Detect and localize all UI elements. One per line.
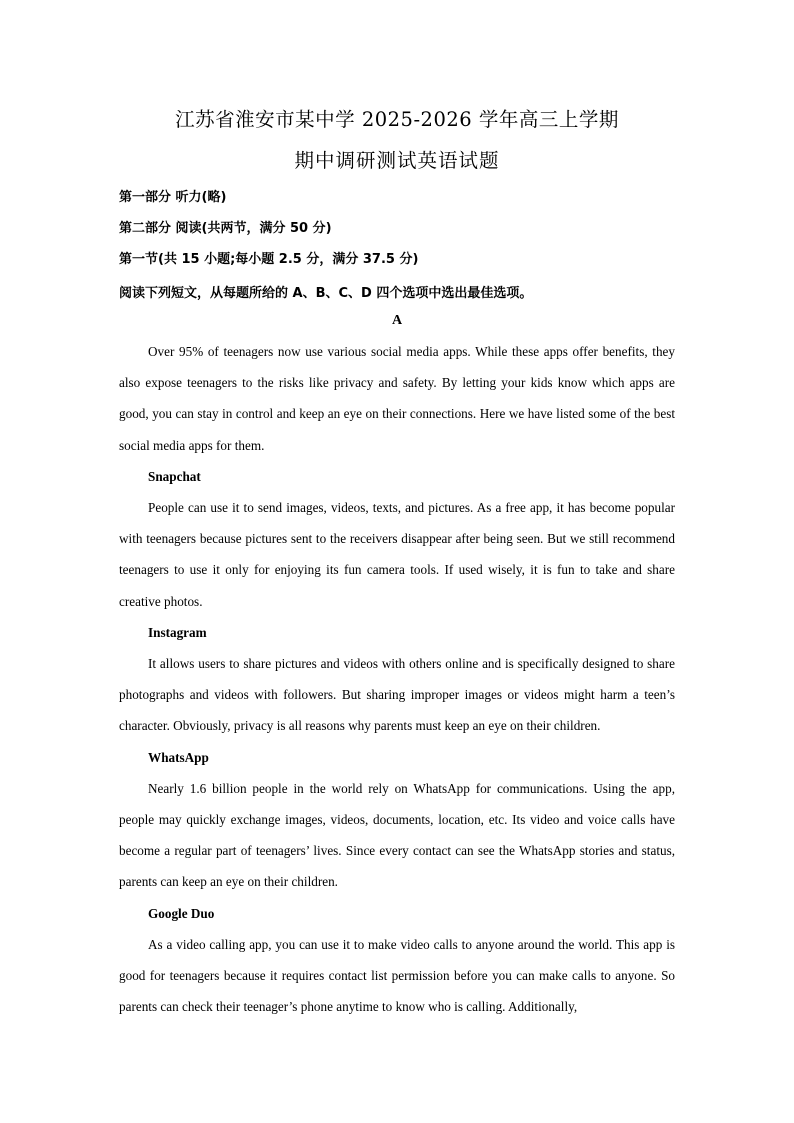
section1-heading: 第一节(共 15 小题;每小题 2.5 分，满分 37.5 分) xyxy=(119,252,419,267)
passage-intro: Over 95% of teenagers now use various social media apps. While these apps offer benefits, they also expose teenagers to the risks like privacy and safety. By letting your kids know which apps are good, you can stay in control and keep an eye on their connections. Here we have listed some of the best social media apps for them. xyxy=(119,344,675,453)
app-heading-google-duo: Google Duo xyxy=(148,905,215,921)
part1-heading: 第一部分 听力(略) xyxy=(119,190,227,205)
exam-title-line2: 期中调研测试英语试题 xyxy=(294,149,500,172)
app-heading-instagram: Instagram xyxy=(148,624,207,640)
exam-title-line1: 江苏省淮安市某中学 2025-2026 学年高三上学期 xyxy=(175,108,619,131)
app-text-instagram: It allows users to share pictures and videos with others online and is specifically designed to share photographs and videos with followers. But sharing improper images or videos might harm a teen’s character. Obviously, privacy is all reasons why parents must keep an eye on their children. xyxy=(119,656,675,734)
passage-a-label: A xyxy=(391,313,403,328)
app-text-google-duo: As a video calling app, you can use it to make video calls to anyone around the world. This app is good for teenagers because it requires contact list permission before you can make calls to anyone. So parents can check their teenager’s phone anytime to know who is calling. Additionally, xyxy=(119,936,675,1015)
app-text-whatsapp: Nearly 1.6 billion people in the world rely on WhatsApp for communications. Using the app, people may quickly exchange images, videos, documents, location, etc. Its video and voice calls have become a regular part of teenagers’ lives. Since every contact can see the WhatsApp stories and status, parents can keep an eye on their children. xyxy=(119,780,675,890)
part2-heading: 第二部分 阅读(共两节，满分 50 分) xyxy=(119,221,332,236)
app-heading-snapchat: Snapchat xyxy=(148,468,201,484)
instruction-text: 阅读下列短文，从每题所给的 A、B、C、D 四个选项中选出最佳选项。 xyxy=(119,286,533,301)
app-text-snapchat: People can use it to send images, videos, texts, and pictures. As a free app, it has become popular with teenagers because pictures sent to the receivers disappear after being seen. But we still recommend teenagers to use it only for enjoying its fun camera tools. If used wisely, it is fun to take and share creative photos. xyxy=(119,500,675,609)
passage-a-body xyxy=(119,336,675,1022)
app-heading-whatsapp: WhatsApp xyxy=(148,749,209,765)
